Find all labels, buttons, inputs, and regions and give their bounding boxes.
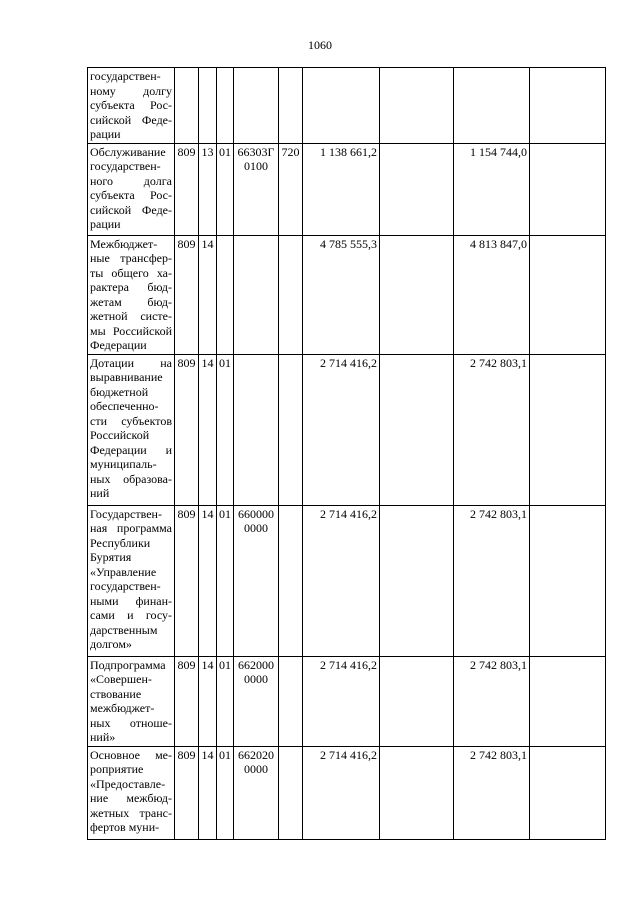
row-name [88,656,175,746]
row-name-line: ного долга [90,173,172,188]
section-code: 14 [199,235,217,354]
subsection-code [217,68,234,144]
row-name [88,354,175,505]
target-code-part: 0100 [244,159,268,173]
ministry-code: 809 [175,656,199,746]
expense-type-code [279,505,303,656]
target-code-part: 662020 [238,747,274,762]
table-row [88,235,606,354]
row-name-line: мы Российской [90,323,172,338]
target-code-part: 0000 [244,521,268,535]
row-name [88,505,175,656]
sum-second-year: 2 742 803,1 [454,656,530,746]
row-name-line: ний» [90,730,116,744]
row-name-line: субъекта Рос- [90,98,172,112]
row-name-line: фертов муни- [90,820,160,834]
row-name-line: Межбюджет- [90,236,158,251]
row-name-line: рактера бюд- [90,280,172,294]
row-name-line: долгом» [90,637,132,651]
empty-cell [380,746,454,839]
row-name-line: ных образова- [90,471,172,486]
row-name-line: межбюджет- [90,701,155,715]
row-name-line: государствен- [90,579,161,593]
row-name-line: Основное ме- [90,747,172,762]
page-number: 1060 [308,38,332,52]
empty-cell [380,68,454,144]
table-row [88,143,606,235]
empty-cell [380,235,454,354]
ministry-code: 809 [175,143,199,235]
row-name-line: ний [90,486,110,500]
target-code [234,68,279,144]
expense-type-code [279,354,303,505]
sum-first-year: 4 785 555,3 [303,235,380,354]
table-row [88,354,606,505]
row-name-line: бюджетной [90,384,149,399]
ministry-code: 809 [175,354,199,505]
subsection-code [217,235,234,354]
sum-first-year: 2 714 416,2 [303,505,380,656]
row-name-line: жетных транс- [90,805,172,820]
row-name-line: выравнивание [90,370,163,384]
table-row [88,68,606,144]
subsection-code: 01 [217,656,234,746]
budget-table [87,67,606,840]
row-name-line: Обслуживание [90,144,166,159]
row-name-line: ние межбюд- [90,791,172,805]
row-name-line: ты общего ха- [90,265,172,280]
target-code-part: 0000 [244,762,268,776]
row-name-line: рации [90,127,121,141]
row-name [88,235,175,354]
subsection-code: 01 [217,505,234,656]
row-name-line: роприятие [90,762,144,776]
sum-first-year: 2 714 416,2 [303,656,380,746]
row-name-line: жетной систе- [90,309,172,323]
row-name-line: сийской Феде- [90,112,172,127]
row-name-line: Республики [90,535,151,550]
subsection-code: 01 [217,143,234,235]
sum-second-year: 2 742 803,1 [454,354,530,505]
table-row [88,746,606,839]
row-name-line: ных отноше- [90,715,172,730]
sum-first-year: 2 714 416,2 [303,354,380,505]
sum-second-year: 2 742 803,1 [454,505,530,656]
target-code [234,354,279,505]
sum-second-year [454,68,530,144]
row-name-line: Дотации на [90,355,172,370]
target-code [234,505,279,656]
target-code-part: 662000 [238,657,274,672]
sum-second-year: 2 742 803,1 [454,746,530,839]
empty-cell [530,143,606,235]
row-name-line: обеспеченно- [90,399,159,413]
section-code: 14 [199,354,217,505]
section-code [199,68,217,144]
row-name-line: Федерации [90,338,147,352]
row-name [88,746,175,839]
row-name [88,68,175,144]
table-row [88,505,606,656]
target-code-part: 660000 [238,506,274,521]
empty-cell [530,354,606,505]
row-name-line: муниципаль- [90,457,157,471]
empty-cell [530,235,606,354]
row-name-line: ствование [90,686,142,701]
ministry-code: 809 [175,235,199,354]
row-name [88,143,175,235]
row-name-line: Федерации и [90,442,172,457]
target-code [234,746,279,839]
sum-first-year: 2 714 416,2 [303,746,380,839]
expense-type-code [279,68,303,144]
target-code [234,656,279,746]
row-name-line: государствен- [90,159,161,173]
section-code: 14 [199,505,217,656]
row-name-line: «Предоставле- [90,776,166,791]
subsection-code: 01 [217,354,234,505]
sum-first-year: 1 138 661,2 [303,143,380,235]
section-code: 14 [199,656,217,746]
row-name-line: «Управление [90,564,157,579]
row-name-line: Бурятия [90,550,132,564]
row-name-line: жетам бюд- [90,294,172,309]
ministry-code: 809 [175,746,199,839]
empty-cell [530,746,606,839]
sum-second-year: 4 813 847,0 [454,235,530,354]
row-name-line: сти субъектов [90,413,172,428]
row-name-line: субъекта Рос- [90,188,172,202]
empty-cell [380,143,454,235]
row-name-line: сами и госу- [90,608,172,622]
empty-cell [380,505,454,656]
empty-cell [530,656,606,746]
expense-type-code: 720 [279,143,303,235]
row-name-line: дарственным [90,622,158,637]
row-name-line: ная программа [90,521,172,535]
row-name-line: государствен- [90,69,161,83]
row-name-line: рации [90,217,121,231]
expense-type-code [279,235,303,354]
empty-cell [530,505,606,656]
row-name-line: ными финан- [90,593,172,608]
empty-cell [530,68,606,144]
empty-cell [380,656,454,746]
sum-second-year: 1 154 744,0 [454,143,530,235]
empty-cell [380,354,454,505]
section-code: 14 [199,746,217,839]
expense-type-code [279,656,303,746]
target-code-part: 0000 [244,672,268,686]
row-name-line: ные трансфер- [90,251,172,265]
row-name-line: Подпрограмма [90,657,166,672]
section-code: 13 [199,143,217,235]
expense-type-code [279,746,303,839]
ministry-code [175,68,199,144]
subsection-code: 01 [217,746,234,839]
row-name-line: «Совершен- [90,672,152,686]
row-name-line: Российской [90,428,150,442]
row-name-line: Государствен- [90,506,162,521]
row-name-line: ному долгу [90,83,172,98]
target-code-part: 66303Г [237,144,275,159]
table-row [88,656,606,746]
target-code [234,235,279,354]
budget-table-body [88,68,606,840]
ministry-code: 809 [175,505,199,656]
row-name-line: сийской Феде- [90,202,172,217]
target-code [234,143,279,235]
sum-first-year [303,68,380,144]
